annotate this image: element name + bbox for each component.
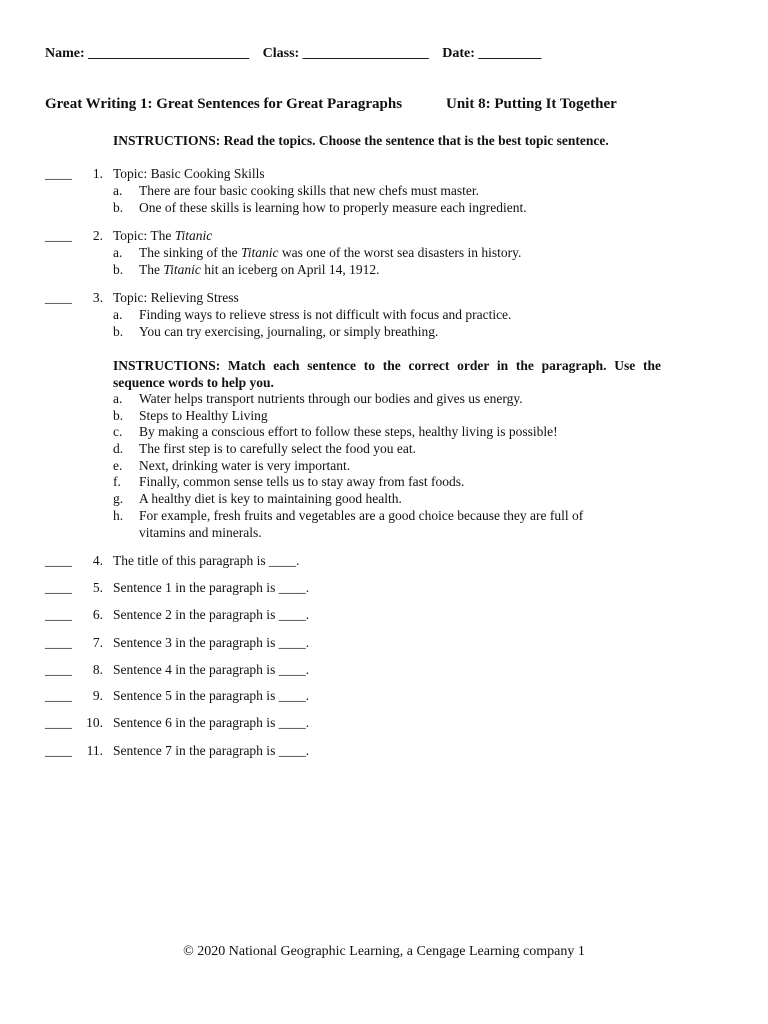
- name-field-label: Name: _______________________: [45, 46, 250, 61]
- sentence-c: c. By making a conscious effort to follow these steps, healthy living is possible!: [113, 424, 558, 440]
- answer-blank: ____: [45, 662, 72, 677]
- answer-blank: ____: [45, 290, 72, 305]
- question-number: 9.: [92, 688, 103, 703]
- question-text: Sentence 6 in the paragraph is ____.: [113, 715, 310, 730]
- answer-blank: ____: [45, 688, 72, 703]
- question-number: 3.: [92, 290, 103, 305]
- question-text: Sentence 1 in the paragraph is ____.: [113, 580, 310, 595]
- question-number: 10.: [86, 715, 103, 730]
- question-number: 4.: [92, 553, 103, 568]
- answer-blank: ____: [45, 580, 72, 595]
- sentence-a: a. Water helps transport nutrients through our bodies and gives us energy.: [113, 391, 523, 406]
- class-field-label: Class: __________________: [262, 46, 429, 61]
- answer-blank: ____: [45, 635, 72, 650]
- question-topic: Topic: Basic Cooking Skills: [113, 166, 265, 181]
- question-text: Sentence 4 in the paragraph is ____.: [113, 662, 310, 677]
- question-number: 5.: [92, 580, 103, 595]
- question-text: Sentence 2 in the paragraph is ____.: [113, 607, 310, 622]
- sentence-f: f. Finally, common sense tells us to stay away from fast foods.: [113, 474, 465, 490]
- book-title: Great Writing 1: Great Sentences for Great Paragraphs: [45, 96, 403, 112]
- question-topic: Topic: Relieving Stress: [113, 290, 239, 305]
- question-number: 8.: [92, 662, 103, 677]
- sentence-d: d. The first step is to carefully select the food you eat.: [113, 441, 417, 457]
- question-text: Sentence 5 in the paragraph is ____.: [113, 688, 310, 703]
- answer-blank: ____: [45, 228, 72, 243]
- question-number: 6.: [92, 607, 103, 622]
- answer-blank: ____: [45, 166, 72, 181]
- date-field-label: Date: _________: [442, 46, 542, 61]
- instructions-part-2: INSTRUCTIONS: Match each sentence to the correct order in the paragraph. Use the sequence words to help you.: [113, 358, 661, 390]
- question-text: The title of this paragraph is ____.: [113, 553, 300, 568]
- question-text: Sentence 7 in the paragraph is ____.: [113, 743, 310, 758]
- worksheet-title: [45, 96, 725, 113]
- answer-blank: ____: [45, 553, 72, 568]
- sentence-h-continuation: vitamins and minerals.: [139, 524, 262, 540]
- question-number: 7.: [92, 635, 103, 650]
- answer-blank: ____: [45, 607, 72, 622]
- question-number: 2.: [92, 228, 103, 243]
- question-topic: Topic: The Titanic: [113, 228, 213, 243]
- answer-blank: ____: [45, 715, 72, 730]
- sentence-e: e. Next, drinking water is very important.: [113, 457, 351, 473]
- sentence-b: b. Steps to Healthy Living: [113, 407, 268, 423]
- sentence-list: [113, 391, 584, 541]
- unit-title: Unit 8: Putting It Together: [446, 96, 617, 112]
- sentence-g: g. A healthy diet is key to maintaining good health.: [113, 491, 402, 507]
- answer-blank: ____: [45, 743, 72, 758]
- sentence-h: h. For example, fresh fruits and vegetables are a good choice because they are full of: [113, 507, 584, 523]
- worksheet-page: Name: _______________________ Class: __________________ Date: _________ Great Writing 1: Great Sentences for Great Paragraphs Unit 8: Putting It Together INSTRUCTIONS: Read the topics. Choose the sentence that is the best topic sentence. ____ 1. Topic: Basic Cooking Skills a. There are four basic cooking skills that new chefs must master. b. One of these skills is learning how to properly measure each ingredient. ____ 2. Topic: The Titanic a. The sinking of the Titanic was one of the worst sea disasters in history. b. The Titanic hit an iceberg on April 14, 1912. ____ 3. Topic: Relieving Stress a. Finding ways to relieve stress is not difficult with focus and practice. b. You can try exercising, journaling, or simply breathing. INSTRUCTIONS: Match each sentence to the correct order in the paragraph. Use the sequence words to help you. a. Water helps transport nutrients through our bodies and gives us energy. b. Steps to Healthy Living c. By making a conscious effort to follow these steps, healthy living is possible! d. The first step is to carefully select the food you eat. e. Next, drinking water is very important. f. Finally, common sense tells us to stay away from fast foods. g. A healthy diet is key to maintaining good health. h. For example, fresh fruits and vegetables are a good choice because they are full of vitamins and minerals. ____ 4. The title of this paragraph is ____. ____ 5. Sentence 1 in the paragraph is ____. ____ 6. Sentence 2 in the paragraph is ____. ____ 7. Sentence 3 in the paragraph is ____. ____ 8. Sentence 4 in the paragraph is ____. ____ 9. Sentence 5 in the paragraph is ____. ____ 10. Sentence 6 in the paragraph is ____. ____ 11. Sentence 7 in the paragraph is ____. © 2020 National Geographic Learning, a Cengage Learning company 1: [0, 0, 768, 1024]
- instructions-part-1: INSTRUCTIONS: Read the topics. Choose the sentence that is the best topic sentence.: [113, 133, 609, 148]
- question-number: 1.: [92, 166, 103, 181]
- student-info-header: [45, 46, 725, 62]
- question-text: Sentence 3 in the paragraph is ____.: [113, 635, 310, 650]
- copyright-footer: © 2020 National Geographic Learning, a Cengage Learning company 1: [183, 944, 585, 959]
- question-number: 11.: [86, 743, 103, 758]
